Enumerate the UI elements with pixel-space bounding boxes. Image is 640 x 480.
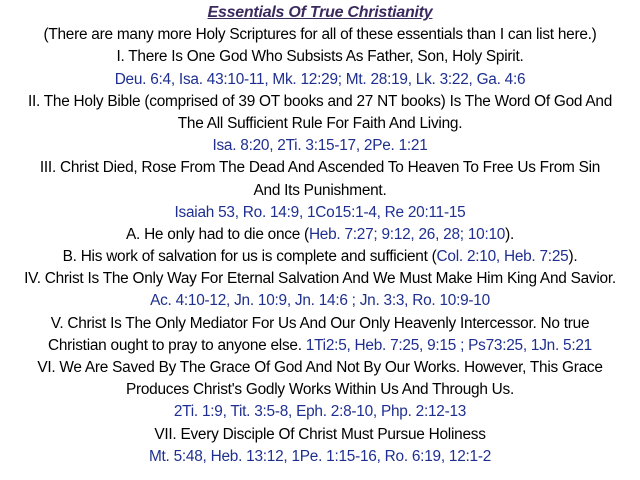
essential-4-references: Ac. 4:10-12, Jn. 10:9, Jn. 14:6 ; Jn. 3:3, Ro. 10:9-10 — [150, 292, 490, 310]
point-a-references: Heb. 7:27; 9:12, 26, 28; 10:10 — [308, 225, 506, 243]
essential-6-heading-line-2: Produces Christ's Godly Works Within Us And Through Us. — [125, 381, 515, 399]
point-b-text: B. His work of salvation for us is complete and sufficient ( — [62, 248, 437, 266]
point-b-references: Col. 2:10, Heb. 7:25 — [436, 248, 569, 266]
point-a-text: A. He only had to die once ( — [126, 225, 309, 243]
essential-3-heading-line-1: III. Christ Died, Rose From The Dead And Ascended To Heaven To Free Us From Sin — [39, 159, 601, 177]
point-a-end: ). — [505, 225, 514, 243]
document-title: Essentials Of True Christianity — [207, 4, 433, 21]
essential-7-heading: VII. Every Disciple Of Christ Must Pursue Holiness — [154, 425, 486, 443]
essential-2-references: Isa. 8:20, 2Ti. 3:15-17, 2Pe. 1:21 — [212, 137, 428, 155]
document-subtitle: (There are many more Holy Scriptures for all of these essentials than I can list here.) — [43, 26, 597, 44]
essential-2-heading-line-2: The All Sufficient Rule For Faith And Living. — [177, 114, 463, 132]
essential-3-point-a — [0, 224, 640, 246]
essential-6-references: 2Ti. 1:9, Tit. 3:5-8, Eph. 2:8-10, Php. 2:12-13 — [173, 403, 467, 421]
essential-5-references: 1Ti2:5, Heb. 7:25, 9:15 ; Ps73:25, 1Jn. 5:21 — [305, 336, 592, 354]
point-b-end: ). — [568, 248, 578, 266]
essential-1-heading: I. There Is One God Who Subsists As Father, Son, Holy Spirit. — [116, 48, 524, 66]
essential-3-heading-line-2: And Its Punishment. — [253, 181, 387, 199]
essential-2-heading-line-1: II. The Holy Bible (comprised of 39 OT books and 27 NT books) Is The Word Of God And — [27, 92, 613, 110]
essential-5-heading-line-1: V. Christ Is The Only Mediator For Us And Our Only Heavenly Intercessor. No true — [50, 314, 590, 332]
essential-3-references: Isaiah 53, Ro. 14:9, 1Co15:1-4, Re 20:11-15 — [174, 203, 466, 221]
essential-7-references: Mt. 5:48, Heb. 13:12, 1Pe. 1:15-16, Ro. 6:19, 12:1-2 — [148, 447, 492, 465]
essential-5-line-2-text: Christian ought to pray to anyone else. — [48, 336, 306, 354]
essential-3-point-b — [0, 246, 640, 268]
essential-1-references: Deu. 6:4, Isa. 43:10-11, Mk. 12:29; Mt. 28:19, Lk. 3:22, Ga. 4:6 — [114, 70, 526, 88]
essential-4-heading: IV. Christ Is The Only Way For Eternal Salvation And We Must Make Him King And Savior. — [24, 270, 616, 288]
essential-5-heading-line-2 — [0, 335, 640, 357]
essential-6-heading-line-1: VI. We Are Saved By The Grace Of God And Not By Our Works. However, This Grace — [37, 359, 603, 376]
